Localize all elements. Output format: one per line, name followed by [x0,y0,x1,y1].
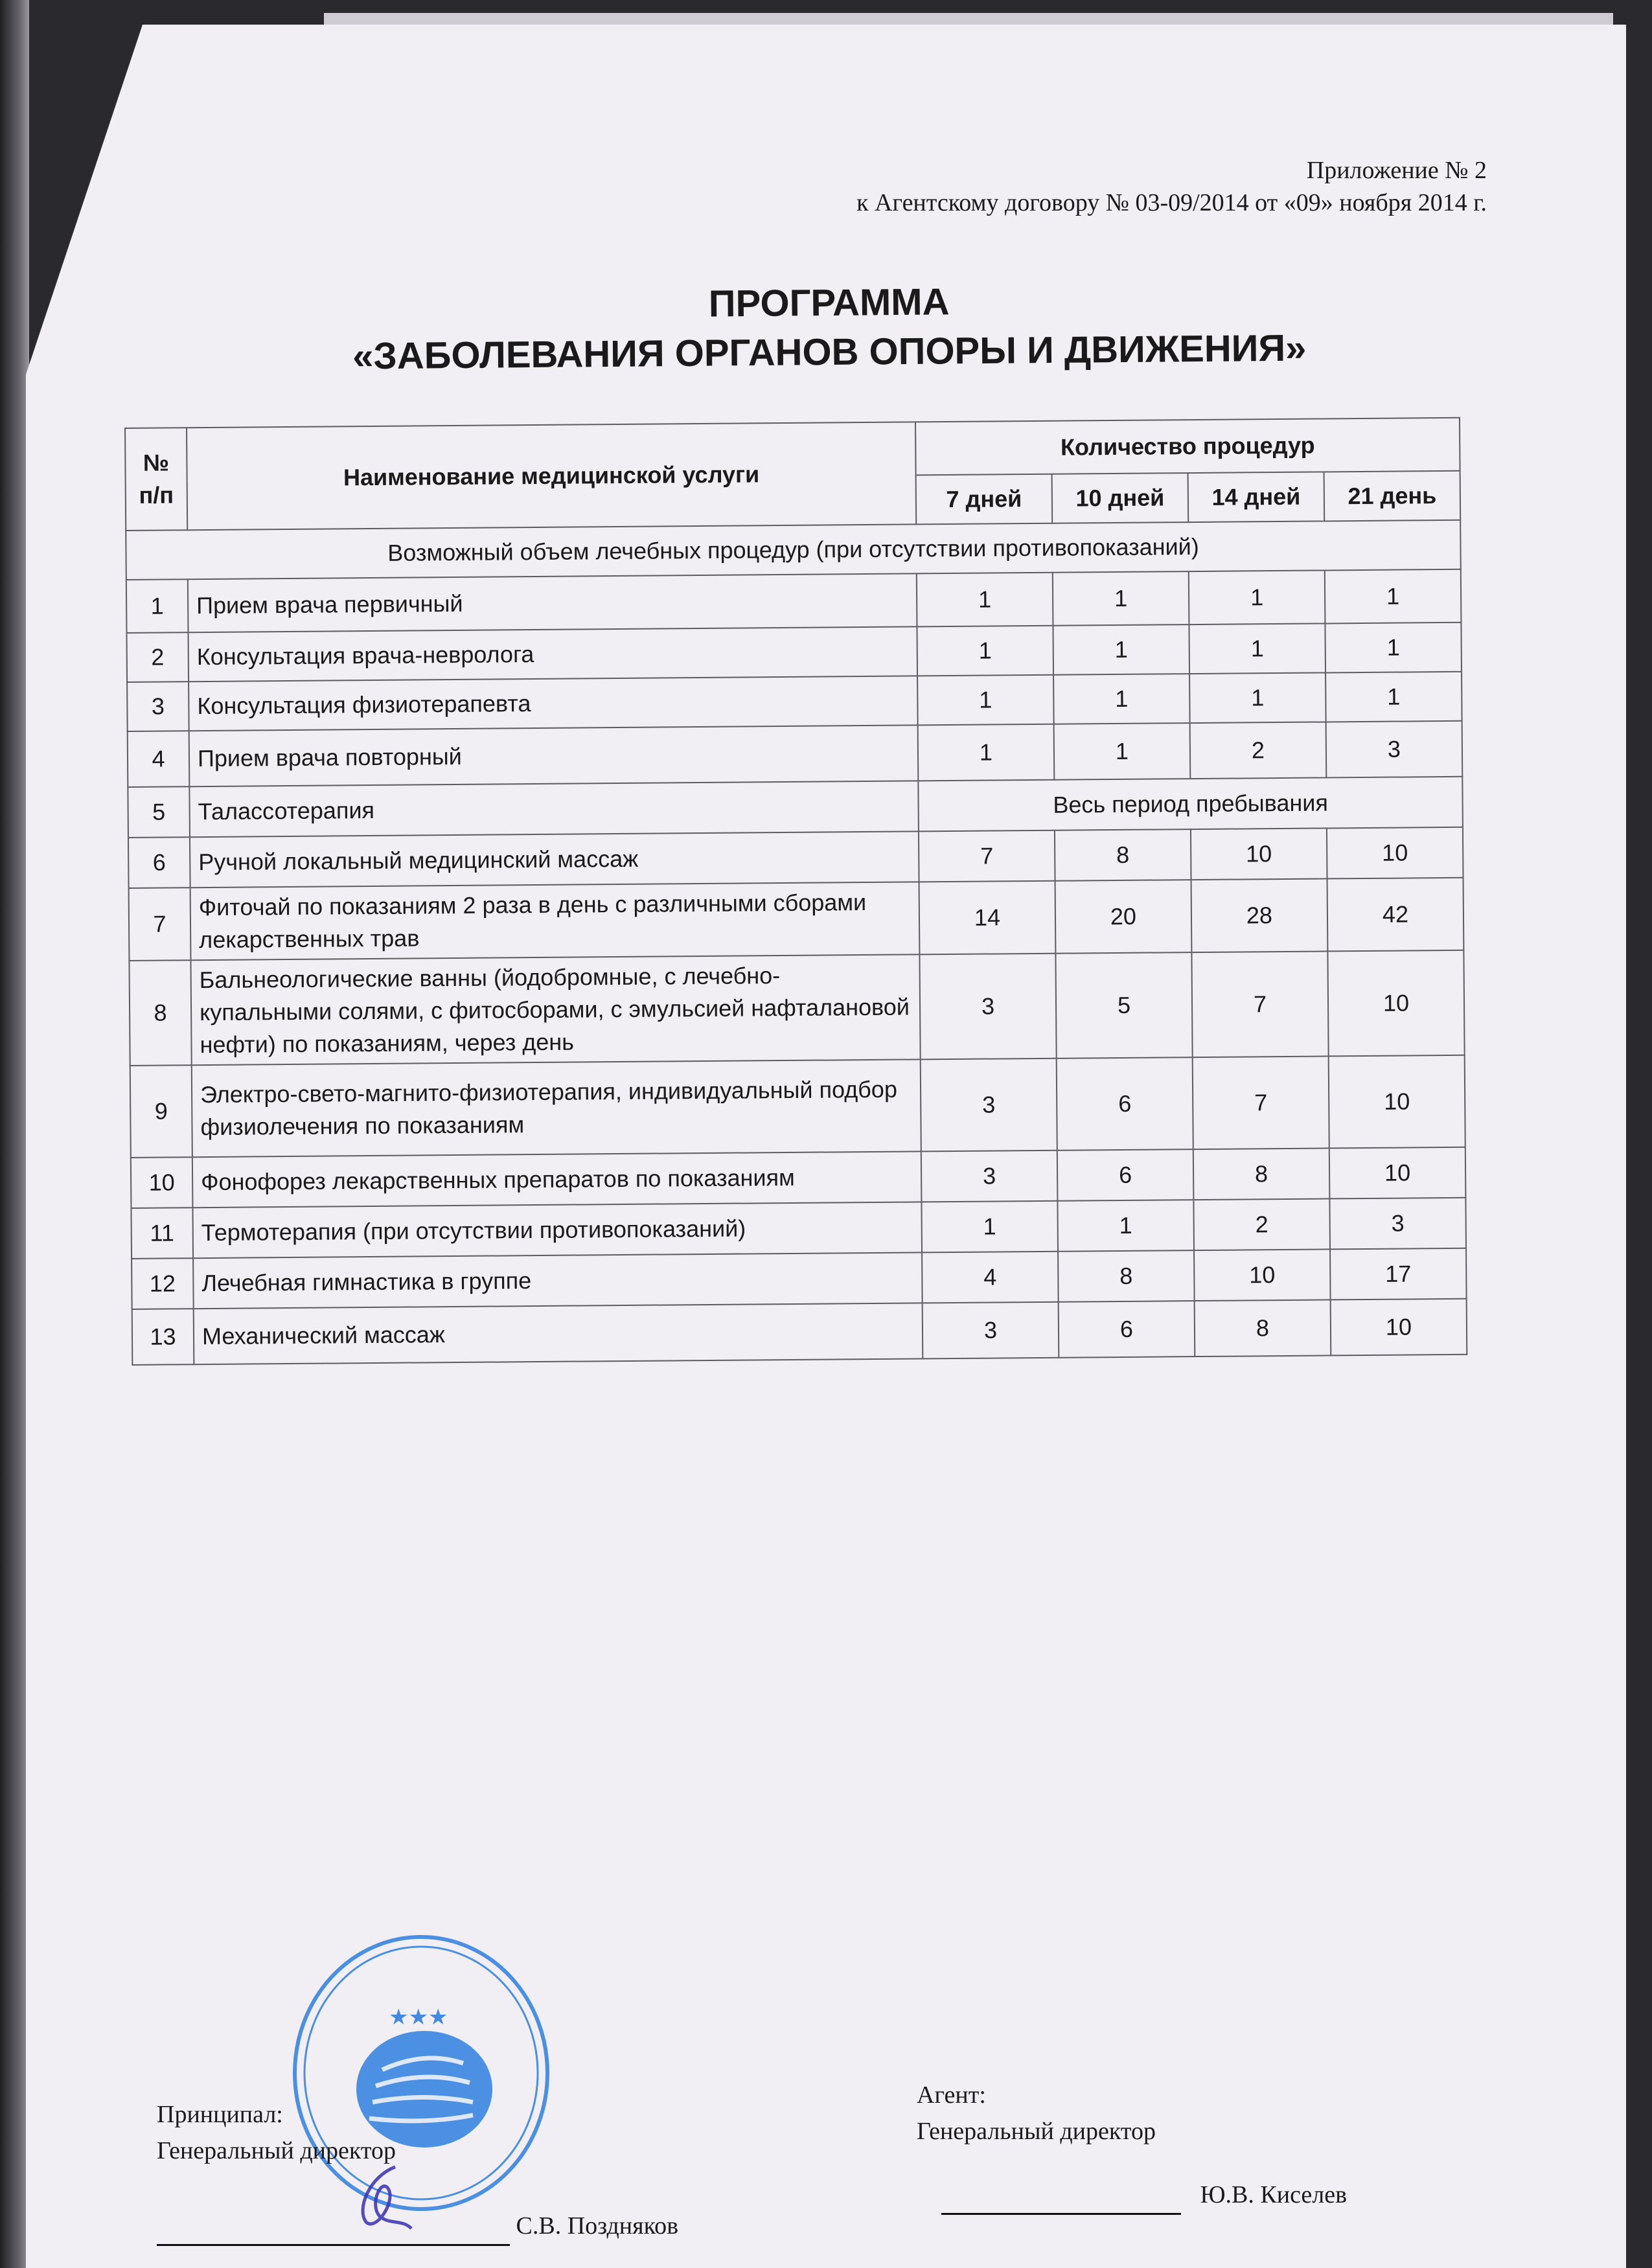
procedure-count: 3 [1326,721,1463,778]
title-line-1: ПРОГРАММА [708,281,950,325]
procedure-count: 8 [1055,829,1191,881]
row-number: 4 [128,731,190,787]
procedure-count: 3 [923,1302,1059,1359]
procedure-count: 7 [919,830,1055,882]
procedure-count: 14 [919,881,1056,955]
service-name: Консультация врача-невролога [188,626,917,682]
procedure-count: 1 [1325,672,1462,722]
annex-contract: к Агентскому договору № 03-09/2014 от «09» ноября 2014 г. [856,189,1487,216]
procedure-count: 1 [917,675,1054,726]
procedure-count: 3 [921,1059,1057,1152]
table-row [128,721,1463,787]
service-name: Фиточай по показаниям 2 раза в день с различными сборами лекарственных трав [190,882,920,960]
header-duration: 14 дней [1188,472,1325,522]
principal-name: С.В. Поздняков [516,2212,679,2239]
service-name: Электро-свето-магнито-физиотерапия, индивидуальный подбор физиолечения по показаниям [192,1059,921,1157]
procedure-count: 8 [1193,1148,1330,1200]
service-name: Талассотерапия [189,781,919,837]
row-number: 8 [129,960,191,1066]
procedure-count-span: Весь период пребывания [918,777,1463,832]
procedure-count: 5 [1055,952,1192,1059]
service-name: Термотерапия (при отсутствии противопоказаний) [192,1202,922,1258]
row-number: 12 [132,1258,194,1309]
procedure-count: 1 [1189,672,1326,723]
procedure-count: 3 [921,1151,1058,1202]
procedure-count: 6 [1057,1057,1193,1151]
procedure-count: 10 [1191,828,1327,880]
procedure-count: 10 [1329,1147,1466,1199]
procedures-table [124,417,1467,1366]
row-number: 7 [129,888,191,961]
principal-position: Генеральный директор [157,2137,396,2164]
row-number: 2 [126,632,189,682]
procedure-count: 1 [921,1201,1058,1253]
table-row [132,1299,1467,1365]
agent-position: Генеральный директор [917,2118,1156,2145]
procedure-count: 4 [922,1252,1059,1303]
service-name: Бальнеологические ванны (йодобромные, с лечебно-купальными солями, с фитосборами, с эмульсией нафталановой нефти) по показаниям, через день [190,954,920,1065]
procedure-count: 17 [1330,1248,1467,1300]
table-row [129,950,1464,1066]
principal-signature-block [157,2096,678,2246]
procedure-count: 1 [1057,1200,1194,1252]
principal-signature-line [157,2208,510,2246]
service-name: Прием врача первичный [188,573,917,632]
stars-icon [389,2004,448,2030]
procedure-count: 1 [1189,623,1325,674]
row-number: 11 [131,1208,193,1259]
procedure-count: 10 [1327,950,1464,1057]
procedure-count: 1 [1053,571,1189,626]
procedure-count: 8 [1058,1250,1195,1302]
table-row [129,878,1464,961]
section-title: Возможный объем лечебных процедур (при отсутствии противопоказаний) [126,520,1461,580]
agent-name: Ю.В. Киселев [1200,2181,1348,2208]
row-number: 5 [128,786,190,838]
procedure-count: 1 [1054,723,1191,780]
row-number: 13 [132,1309,194,1365]
procedure-count: 7 [1191,951,1328,1057]
svg-text:★★★: ★★★ [389,2004,448,2030]
procedure-count: 2 [1193,1198,1330,1250]
scan-edge-shadow [0,0,29,2268]
row-number: 3 [127,682,189,731]
procedure-count: 3 [1329,1198,1466,1250]
principal-role: Принципал: [157,2101,283,2128]
procedure-count: 10 [1331,1299,1467,1356]
procedure-count: 1 [1325,623,1462,673]
procedure-count: 28 [1191,878,1328,952]
procedure-count: 8 [1195,1300,1331,1357]
agent-role: Агент: [917,2081,986,2109]
row-number: 6 [128,837,190,888]
procedure-count: 10 [1329,1055,1465,1149]
procedure-count: 10 [1194,1249,1331,1301]
header-group: Количество процедур [915,418,1460,475]
service-name: Консультация физиотерапевта [189,676,918,731]
service-name: Фонофорез лекарственных препаратов по показаниям [192,1151,922,1208]
row-number: 9 [130,1065,192,1158]
service-name: Прием врача повторный [189,725,919,786]
agent-signature-line [941,2177,1181,2215]
header-duration: 21 день [1324,471,1461,521]
service-name: Ручной локальный медицинский массаж [190,831,919,888]
header-duration: 10 дней [1052,473,1189,523]
annex-reference [856,154,1487,219]
header-duration: 7 дней [916,474,1053,525]
procedure-count: 1 [1053,674,1190,724]
procedure-count: 6 [1057,1149,1194,1201]
procedure-count: 2 [1190,722,1327,779]
procedure-count: 1 [917,626,1053,676]
procedure-count: 7 [1193,1056,1329,1149]
row-number: 1 [126,579,189,633]
procedure-count: 10 [1327,827,1463,879]
agent-signature-block [917,2077,1347,2215]
service-name: Лечебная гимнастика в группе [193,1252,923,1309]
document-title [161,273,1497,383]
procedure-count: 42 [1327,878,1464,952]
procedure-count: 1 [918,724,1055,781]
procedure-count: 1 [1053,624,1189,675]
procedure-count: 1 [1325,569,1462,624]
header-name: Наименование медицинской услуги [187,422,916,530]
procedure-count: 6 [1059,1301,1195,1358]
title-line-2: «ЗАБОЛЕВАНИЯ ОРГАНОВ ОПОРЫ И ДВИЖЕНИЯ» [352,326,1307,378]
annex-number: Приложение № 2 [1306,157,1487,184]
service-name: Механический массаж [194,1303,923,1364]
row-number: 10 [131,1157,193,1208]
table-row [130,1055,1465,1158]
procedure-count: 20 [1055,880,1192,954]
procedure-count: 1 [917,573,1053,627]
header-num: № п/п [125,428,187,531]
procedure-count: 1 [1189,570,1325,624]
procedure-count: 3 [919,954,1056,1060]
